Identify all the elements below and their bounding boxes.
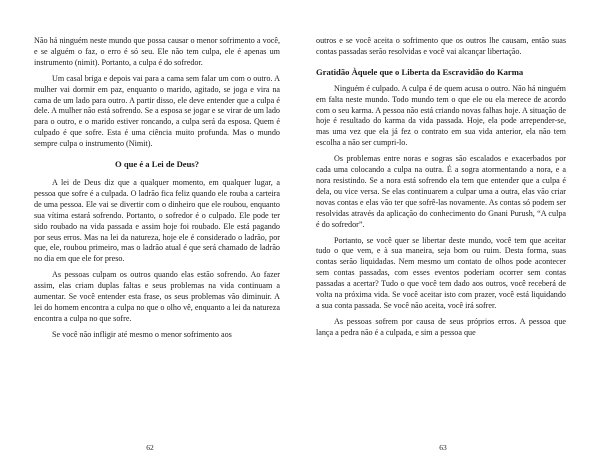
right-paragraph-2: Ninguém é culpado. A culpa é de quem acusa o outro. Não há ninguém em falta neste mundo. Todo mundo tem o que ele ou ela merece de acordo com o seu karma. A pessoa não está criando novas falhas hoje. A situação de hoje é resultado do karma da vida passada. Hoje, ela pode arrepender-se, mas uma vez que ela já fez o contrato em sua vida anterior, ela não tem escolha a não ser cumpri-lo. bbox=[316, 83, 566, 148]
left-section-heading: O que é a Lei de Deus? bbox=[114, 159, 200, 170]
left-page-number: 62 bbox=[146, 443, 154, 452]
left-column-text bbox=[34, 36, 280, 341]
right-page-number: 63 bbox=[439, 443, 447, 452]
left-paragraph-3: A lei de Deus diz que a qualquer momento, em qualquer lugar, a pessoa que sofre é a culpada. O ladrão fica feliz quando ele rouba a carteira de uma pessoa. Ele vai se divertir com o dinheiro que ele roubou, enquanto sua vítima estará sofrendo. Portanto, o sofredor é o culpado. Ele pode ter sido roubado na vida passada e assim hoje foi roubado. Ele está pagando por seus erros. Mas na lei da natureza, hoje ele é considerado o ladrão, por que, ele, roubou primeiro, mas o ladrão atual é que será chamado de ladrão no dia em que ele for preso. bbox=[34, 177, 280, 264]
left-paragraph-4: As pessoas culpam os outros quando elas estão sofrendo. Ao fazer assim, elas criam duplas faltas e seus problemas na vida continuam a aumentar. Se você entender esta frase, os seus problemas vão diminuir. A lei do homem encontra a culpa no que o olho vê, enquanto a lei da natureza encontra a culpa no que sofre. bbox=[34, 270, 280, 323]
right-paragraph-1: outros e se você aceita o sofrimento que os outros lhe causam, então suas contas passadas serão resolvidas e você vai alcançar libertação. bbox=[316, 36, 566, 56]
right-section-heading: Gratidão Àquele que o Liberta da Escravidão do Karma bbox=[316, 66, 524, 77]
right-paragraph-5: As pessoas sofrem por causa de seus próprios erros. A pessoa que lança a pedra não é a culpada, e sim a pessoa que bbox=[316, 316, 566, 337]
left-paragraph-2: Um casal briga e depois vai para a cama sem falar um com o outro. A mulher vai dormir em paz, enquanto o marido, agitado, se joga e vira na cama de um lado para outro. A partir disso, ele deve entender que a culpa é dele. A mulher não está sofrendo. Se a esposa se jogar e se virar de um lado para o outro, e o marido estiver roncando, a culpa será da esposa. Quem é culpado é que sofre. Esta é uma ciência muito profunda. Mas o mundo sempre culpa o instrumento (Nimit). bbox=[34, 73, 280, 149]
right-paragraph-3: Os problemas entre noras e sogras são escalados e exacerbados por cada uma colocando a culpa na outra. É a sogra atormentando a nora, e a nora resistindo. Se a nora está sofrendo ela tem que entender que a culpa é dela, ou vice versa. Se elas continuarem a culpar uma a outra, elas vão criar novas contas e elas vão ter que sofrê-las novamente. As contas só podem ser resolvidas através da aplicação do conhecimento do Gnani Purush, “A culpa é do sofredor”. bbox=[316, 154, 566, 229]
left-paragraph-1: Não há ninguém neste mundo que possa causar o menor sofrimento a você, e se alguém o faz, o erro é só seu. Ele não tem culpa, ele é apenas um instrumento (nimit). Portanto, a culpa é do sofredor. bbox=[34, 36, 280, 67]
left-paragraph-5: Se você não infligir até mesmo o menor sofrimento aos bbox=[52, 329, 232, 339]
right-paragraph-4: Portanto, se você quer se libertar deste mundo, você tem que aceitar tudo o que vem, e à sua maneira, seja bom ou ruim. Desta forma, suas contas serão liquidadas. Nem mesmo um contato de olhos pode acontecer sem contas passadas, com esses eventos poderiam ocorrer sem contas passadas a acertar? Tudo o que você tem dado aos outros, você receberá de volta na próxima vida. Se você aceitar isto com prazer, você está liquidando a sua conta passada. Se você não aceita, você irá sofrer. bbox=[316, 235, 566, 310]
right-page bbox=[300, 0, 600, 466]
right-column-text bbox=[316, 36, 566, 339]
